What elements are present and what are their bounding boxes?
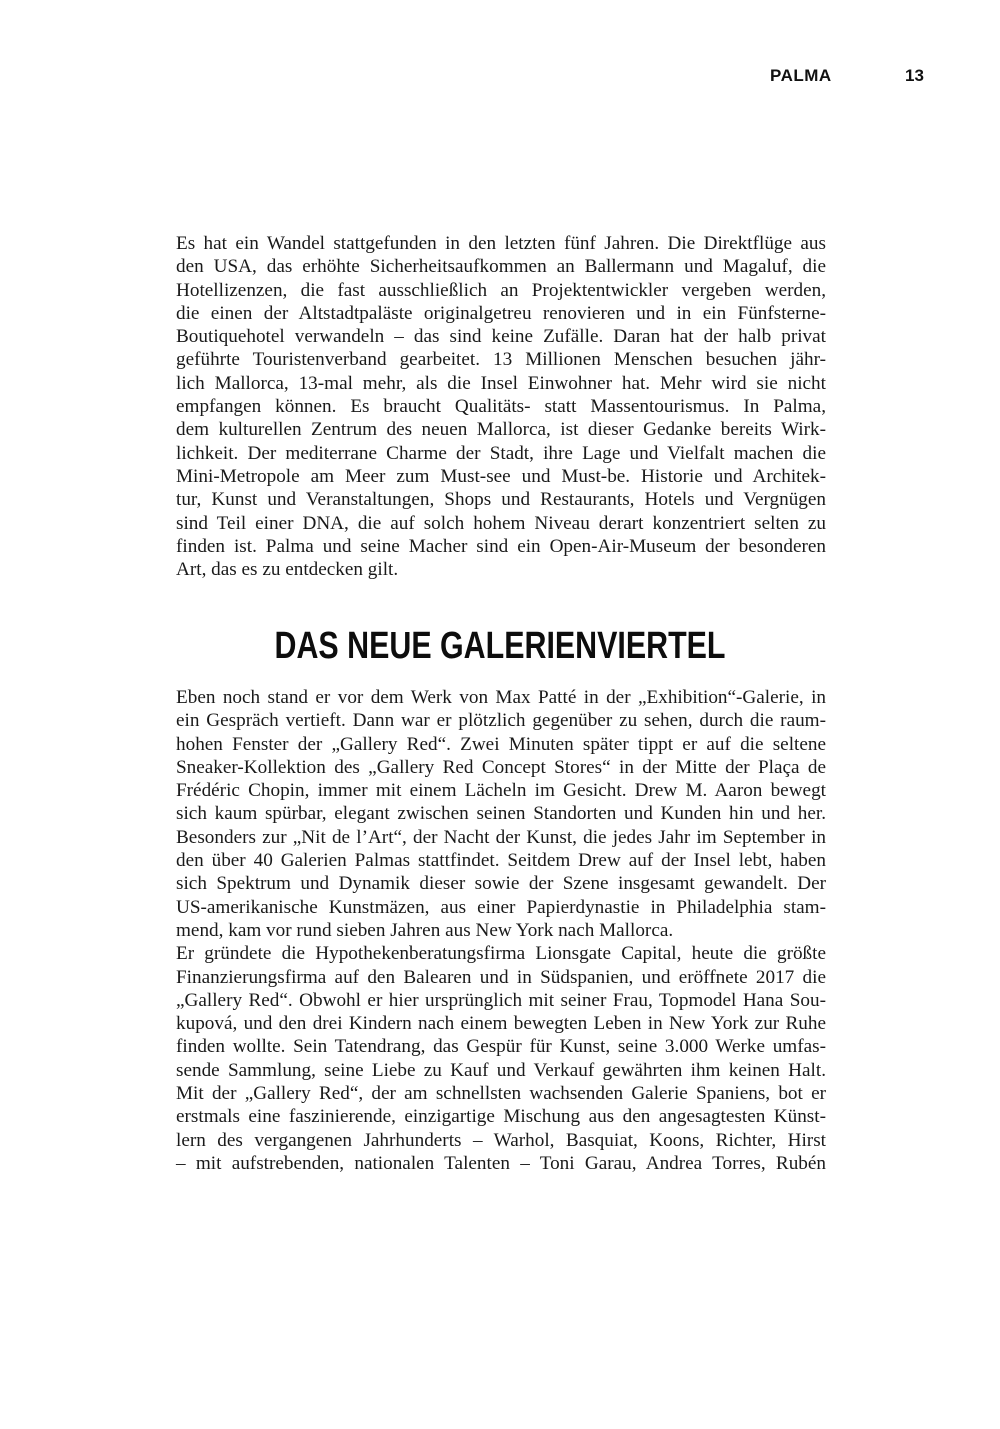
- body-paragraph-2: [176, 942, 826, 1175]
- text-line: tur, Kunst und Veranstaltungen, Shops und Restaurants, Hotels und Vergnügen: [176, 489, 826, 511]
- text-line: Es hat ein Wandel stattgefunden in den letzten fünf Jahren. Die Direktflüge aus: [176, 233, 826, 254]
- text-line: Boutiquehotel verwandeln – das sind keine Zufälle. Daran hat der halb privat: [176, 326, 826, 348]
- text-line: den über 40 Galerien Palmas stattfindet. Seitdem Drew auf der Insel lebt, haben: [176, 850, 826, 872]
- text-line: hohen Fenster der „Gallery Red“. Zwei Minuten später tippt er auf die seltene: [176, 733, 826, 755]
- running-header: [0, 66, 1000, 90]
- text-line: sich kaum spürbar, elegant zwischen seinen Standorten und Kunden hin und her.: [176, 803, 826, 825]
- text-line: sind Teil einer DNA, die auf solch hohem Niveau derart konzentriert selten zu: [176, 512, 826, 534]
- section-heading: DAS NEUE GALERIENVIERTEL: [274, 625, 726, 667]
- text-line: Besonders zur „Nit de l’Art“, der Nacht der Kunst, die jedes Jahr im September in: [176, 826, 826, 848]
- text-line: geführte Touristenverband gearbeitet. 13 Millionen Menschen besuchen jähr-: [176, 349, 826, 371]
- body-paragraph-1: [176, 686, 826, 942]
- intro-text: [176, 232, 826, 581]
- text-line: US-amerikanische Kunstmäzen, aus einer Papierdynastie in Philadelphia stam-: [176, 896, 826, 918]
- intro-paragraph: [176, 232, 826, 581]
- text-line: die einen der Altstadtpaläste originalgetreu renovieren und in ein Fünfsterne-: [176, 302, 826, 324]
- text-line: Mini-Metropole am Meer zum Must-see und Must-be. Historie und Architek-: [176, 465, 826, 487]
- text-line: Er gründete die Hypothekenberatungsfirma Lionsgate Capital, heute die größte: [176, 943, 826, 965]
- text-line: ein Gespräch vertieft. Dann war er plötzlich gegenüber zu sehen, durch die raum-: [176, 710, 826, 732]
- text-line: Eben noch stand er vor dem Werk von Max Patté in der „Exhibition“-Galerie, in: [176, 687, 826, 708]
- text-line: sende Sammlung, seine Liebe zu Kauf und Verkauf gewährten ihm keinen Halt.: [176, 1059, 826, 1081]
- text-line: Art, das es zu entdecken gilt.: [176, 559, 399, 581]
- text-line: Finanzierungsfirma auf den Balearen und in Südspanien, und eröffnete 2017 die: [176, 966, 826, 988]
- text-line: Frédéric Chopin, immer mit einem Lächeln im Gesicht. Drew M. Aaron bewegt: [176, 780, 826, 802]
- section-title: PALMA: [770, 66, 832, 85]
- text-line: finden wollte. Sein Tatendrang, das Gespür für Kunst, seine 3.000 Werke umfas-: [176, 1036, 826, 1058]
- text-line: Mit der „Gallery Red“, der am schnellsten wachsenden Galerie Spaniens, bot er: [176, 1083, 826, 1105]
- text-line: – mit aufstrebenden, nationalen Talenten – Toni Garau, Andrea Torres, Rubén: [176, 1152, 826, 1174]
- text-line: empfangen können. Es braucht Qualitäts- statt Massentourismus. In Palma,: [176, 396, 826, 418]
- text-line: lich Mallorca, 13-mal mehr, als die Insel Einwohner hat. Mehr wird sie nicht: [176, 372, 826, 394]
- body-text: [176, 686, 826, 1175]
- text-line: finden ist. Palma und seine Macher sind ein Open-Air-Museum der besonderen: [176, 535, 826, 557]
- text-line: lern des vergangenen Jahrhunderts – Warhol, Basquiat, Koons, Richter, Hirst: [176, 1129, 826, 1151]
- text-line: sich Spektrum und Dynamik dieser sowie der Szene insgesamt gewandelt. Der: [176, 873, 826, 895]
- text-line: Hotellizenzen, die fast ausschließlich an Projektentwickler vergeben werden,: [176, 279, 826, 301]
- text-line: kupová, und den drei Kindern nach einem bewegten Leben in New York zur Ruhe: [176, 1013, 826, 1035]
- text-line: lichkeit. Der mediterrane Charme der Stadt, ihre Lage und Vielfalt machen die: [176, 442, 826, 464]
- text-line: dem kulturellen Zentrum des neuen Mallorca, ist dieser Gedanke bereits Wirk-: [176, 419, 826, 441]
- text-line: erstmals eine faszinierende, einzigartige Mischung aus den angesagtesten Künst-: [176, 1106, 826, 1128]
- text-line: Sneaker-Kollektion des „Gallery Red Concept Stores“ in der Mitte der Plaça de: [176, 756, 826, 778]
- text-line: den USA, das erhöhte Sicherheitsaufkommen an Ballermann und Magaluf, die: [176, 256, 826, 278]
- text-line: mend, kam vor rund sieben Jahren aus New York nach Mallorca.: [176, 919, 674, 941]
- page-number: 13: [905, 66, 924, 85]
- text-line: „Gallery Red“. Obwohl er hier ursprünglich mit seiner Frau, Topmodel Hana Sou-: [176, 989, 826, 1011]
